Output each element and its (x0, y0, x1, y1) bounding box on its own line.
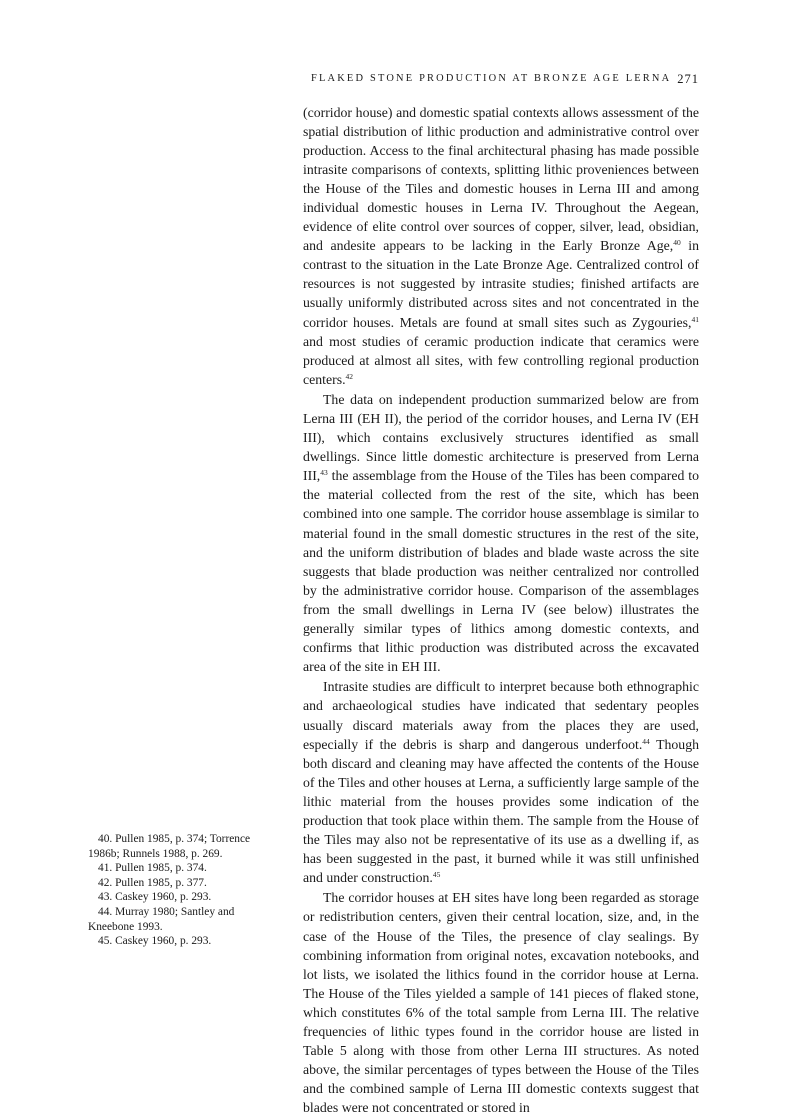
body-text (303, 103, 699, 1117)
footnote-ref[interactable]: 44 (642, 736, 650, 746)
paragraph-text: in contrast to the situation in the Late Bronze Age. Centralized control of resources is not suggested by intrasite studies; finished artifacts are usually uniformly distributed across sites and not concentrated in the corridor houses. Metals are found at small sites such as Zygouries, (303, 238, 699, 330)
paragraph-text: Though both discard and cleaning may have affected the contents of the House of the Tiles and other houses at Lerna, a sufficiently large sample of the lithic material from the houses provides some indication of the production that took place within them. The sample from the House of the Tiles may also not be representative of its use as a dwelling if, as has been suggested in the past, it burned while it was still unfinished and under construction. (303, 736, 699, 885)
running-head (303, 73, 699, 89)
footnote: 43. Caskey 1960, p. 293. (98, 891, 212, 904)
footnote-ref[interactable]: 43 (320, 468, 328, 478)
footnote-ref[interactable]: 40 (673, 238, 681, 248)
footnote: 45. Caskey 1960, p. 293. (98, 935, 212, 948)
footnote: 44. Murray 1980; Santley and Kneebone 1993. (88, 905, 235, 933)
paragraph-text: (corridor house) and domestic spatial contexts allows assessment of the spatial distribution of lithic production and administrative control over production. Access to the final architectural phasing has made possible intrasite comparisons of contexts, splitting lithic proveniences between the House of the Tiles and domestic houses in Lerna III and among individual domestic houses in Lerna IV. Throughout the Aegean, evidence of elite control over sources of copper, silver, lead, obsidian, and andesite appears to be lacking in the Early Bronze Age, (303, 105, 699, 254)
paragraph-text: The data on independent production summarized below are from Lerna III (EH II), the period of the corridor houses, and Lerna IV (EH III), which contains exclusively structures identified as small dwellings. Since little domestic architecture is preserved from Lerna III, (303, 392, 699, 484)
footnote-ref[interactable]: 41 (691, 314, 699, 324)
footnote-ref[interactable]: 45 (432, 869, 441, 879)
page-number: 271 (677, 72, 699, 86)
footnote-ref[interactable]: 42 (345, 371, 354, 381)
paragraph (303, 103, 699, 389)
footnote: 40. Pullen 1985, p. 374; Torrence 1986b; Runnels 1988, p. 269. (88, 833, 251, 860)
paragraph-text: The corridor houses at EH sites have long been regarded as storage or redistribution centers, given their central location, size, and, in the case of the House of the Tiles, the presence of clay sealings. By combining information from original notes, excavation notebooks, and lot lists, we isolated the lithics found in the corridor house at Lerna. The House of the Tiles yielded a sample of 141 pieces of flaked stone, which constitutes 6% of the total sample from Lerna III. The relative frequencies of lithic types found in the corridor house are listed in Table 5 along with those from other Lerna III structures. As noted above, the similar percentages of types between the House of the Tiles and the combined sample of Lerna III domestic contexts suggest that blades were not concentrated or stored in (303, 890, 699, 1115)
footnote: 42. Pullen 1985, p. 377. (98, 876, 207, 889)
paragraph (303, 677, 699, 887)
footnote: 41. Pullen 1985, p. 374. (98, 862, 207, 875)
footnotes (88, 832, 266, 949)
paragraph-text: and most studies of ceramic production indicate that ceramics were produced at almost all sites, with few controlling regional production centers. (303, 333, 699, 387)
paragraph-text: the assemblage from the House of the Tiles has been compared to the material collected from the rest of the site, which has been combined into one sample. The corridor house assemblage is similar to material found in the small domestic structures in the rest of the site, and the uniform distribution of blades and blade waste across the site suggests that blade production was neither centralized nor controlled by the administrative corridor house. Comparison of the assemblages from the small dwellings in Lerna IV (see below) illustrates the generally similar types of lithics among domestic contexts, and confirms that lithic production was distributed across the excavated area of the site in EH III. (303, 468, 699, 674)
paragraph-text: Intrasite studies are difficult to interpret because both ethnographic and archaeological studies have indicated that sedentary peoples usually discard materials away from the places they are used, especially if the debris is sharp and dangerous underfoot. (303, 679, 699, 752)
running-head-title: FLAKED STONE PRODUCTION AT BRONZE AGE LERNA (311, 73, 672, 84)
paragraph (303, 390, 699, 676)
paragraph (303, 888, 699, 1117)
